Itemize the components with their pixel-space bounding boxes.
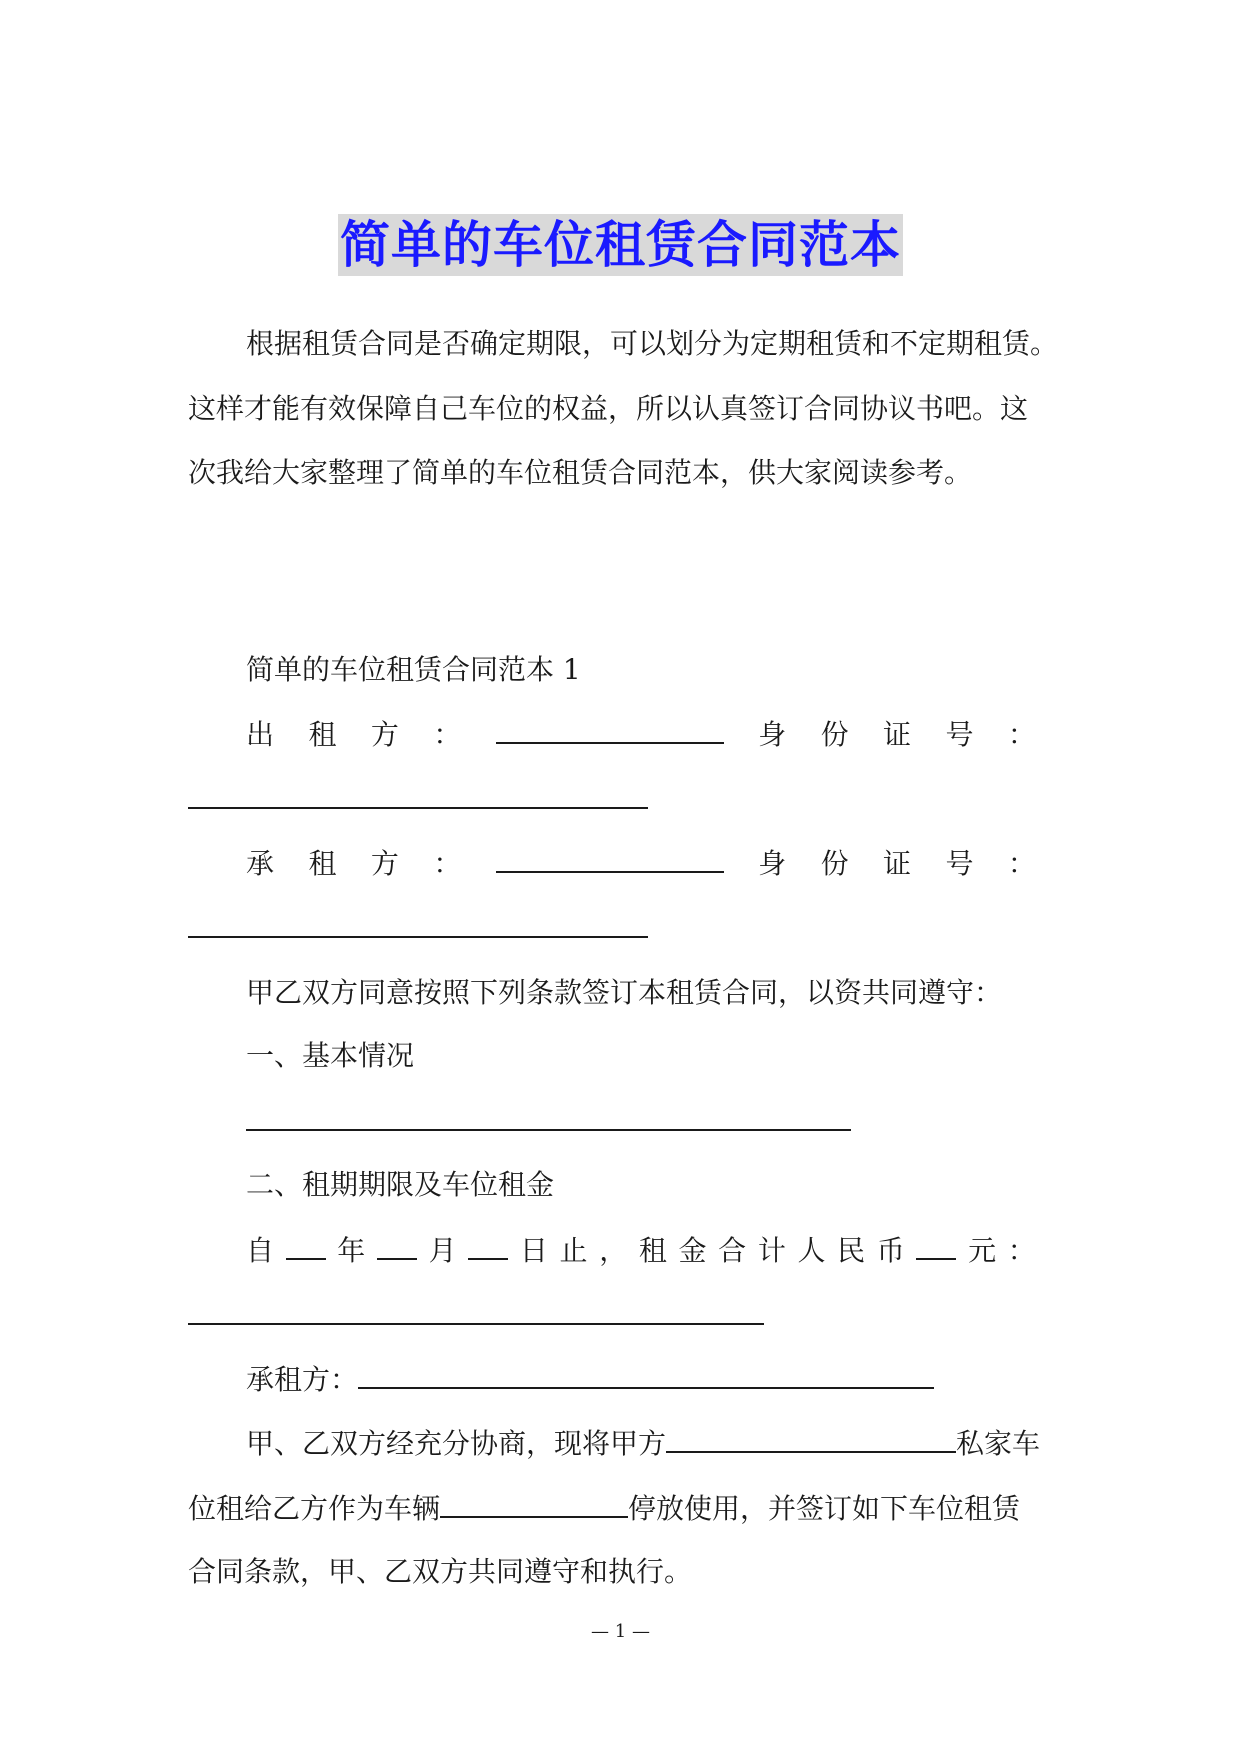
term-char: 租: [638, 1234, 667, 1267]
title-container: [0, 214, 1241, 276]
lessee-char: ：: [433, 847, 462, 880]
section-heading: 简单的车位租赁合同范本 1: [246, 653, 581, 686]
lessor-id-char: 证: [883, 718, 912, 751]
lessor-location-blank[interactable]: [666, 1425, 956, 1453]
lessor-id-char: ：: [1007, 718, 1036, 751]
lessee-label: 承租方：: [246, 1363, 359, 1396]
agreement-line: 甲乙双方同意按照下列条款签订本租赁合同，以资共同遵守：: [246, 976, 1003, 1009]
term-char: 人: [797, 1234, 826, 1267]
body-text: 甲、乙双方经充分协商，现将甲方: [246, 1427, 667, 1460]
term-char: 元: [968, 1234, 997, 1267]
lessor-line: [246, 716, 1036, 753]
lessor-id-char: 身: [758, 718, 787, 751]
rent-amount-blank[interactable]: [916, 1232, 956, 1260]
lessee-id-char: 份: [820, 847, 849, 880]
body-line-3: 合同条款，甲、乙双方共同遵守和执行。: [188, 1555, 693, 1588]
lessor-id-char: 号: [945, 718, 974, 751]
lessee-char: 方: [370, 847, 399, 880]
basic-info-blank[interactable]: [246, 1129, 851, 1131]
lessee-id-char: 号: [945, 847, 974, 880]
term-char: 金: [678, 1234, 707, 1267]
lessee-id-char: 证: [883, 847, 912, 880]
term-char: 币: [876, 1234, 905, 1267]
term-char: 计: [757, 1234, 786, 1267]
body-text: 停放使用，并签订如下车位租赁: [628, 1492, 1021, 1525]
lessee-char: 租: [308, 847, 337, 880]
rent-detail-blank[interactable]: [188, 1323, 764, 1325]
term-char: 合: [718, 1234, 747, 1267]
lessor-char: 租: [308, 718, 337, 751]
lessee-id-char: 身: [758, 847, 787, 880]
document-title: 简单的车位租赁合同范本: [340, 216, 901, 274]
intro-line-1: 根据租赁合同是否确定期限，可以划分为定期租赁和不定期租赁。: [246, 327, 1059, 360]
lessee-id-char: ：: [1007, 847, 1036, 880]
year-blank[interactable]: [286, 1232, 326, 1260]
lessee-id-blank[interactable]: [188, 936, 648, 938]
lessor-name-blank[interactable]: [496, 716, 724, 744]
lessor-char: ：: [433, 718, 462, 751]
month-blank[interactable]: [377, 1232, 417, 1260]
term-char: 日: [519, 1234, 548, 1267]
intro-line-2: 这样才能有效保障自己车位的权益，所以认真签订合同协议书吧。这: [188, 392, 1029, 425]
clause-2-heading: 二、租期期限及车位租金: [246, 1168, 555, 1201]
lessee-name-blank[interactable]: [496, 845, 724, 873]
term-char: 民: [837, 1234, 866, 1267]
term-char: ，: [599, 1234, 628, 1267]
term-char: ：: [1007, 1234, 1036, 1267]
lessee-sign-line: [246, 1361, 934, 1398]
lessor-id-blank[interactable]: [188, 807, 648, 809]
lessor-char: 方: [370, 718, 399, 751]
day-blank[interactable]: [468, 1232, 508, 1260]
lessee-sign-blank[interactable]: [358, 1361, 934, 1389]
term-char: 自: [246, 1234, 275, 1267]
lessor-char: 出: [246, 718, 275, 751]
clause-1-heading: 一、基本情况: [246, 1039, 415, 1072]
term-line: [246, 1232, 1036, 1269]
lessor-id-char: 份: [820, 718, 849, 751]
page-number: — 1 —: [591, 1621, 650, 1642]
body-text: 私家车: [956, 1427, 1041, 1460]
body-line-2: [188, 1490, 1020, 1527]
body-line-1: [246, 1425, 1040, 1462]
lessee-char: 承: [246, 847, 275, 880]
term-char: 止: [559, 1234, 588, 1267]
term-char: 年: [337, 1234, 366, 1267]
term-char: 月: [428, 1234, 457, 1267]
intro-line-3: 次我给大家整理了简单的车位租赁合同范本，供大家阅读参考。: [188, 456, 973, 489]
lessee-line: [246, 845, 1036, 882]
vehicle-blank[interactable]: [440, 1490, 628, 1518]
body-text: 位租给乙方作为车辆: [188, 1492, 441, 1525]
